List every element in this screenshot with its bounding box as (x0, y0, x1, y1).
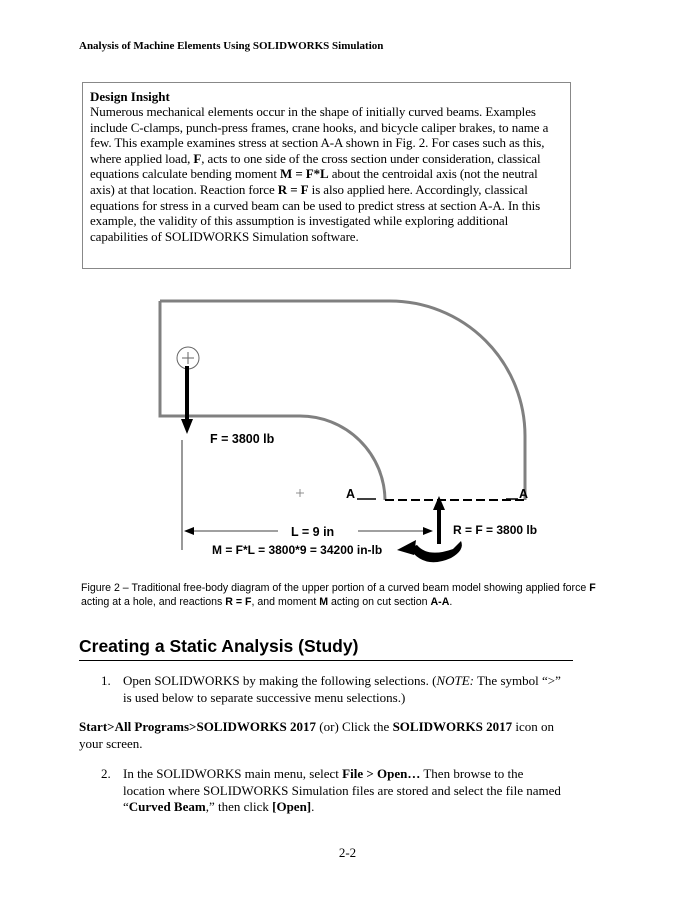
app-name: SOLIDWORKS 2017 (392, 719, 513, 734)
force-symbol: F (193, 150, 202, 166)
step-1-number: 1. (101, 673, 111, 688)
section-heading: Creating a Static Analysis (Study) (79, 636, 573, 661)
step-2-number: 2. (101, 766, 111, 781)
moment-arrow (409, 541, 462, 562)
start-instruction: Start>All Programs>SOLIDWORKS 2017 (or) Click the SOLIDWORKS 2017 icon on your screen. (79, 719, 555, 751)
step-2-text: In the SOLIDWORKS main menu, select File > Open… Then browse to the location where SOLIDWORKS Simulation files are stored and select the file named “Curved Beam,” then click [Open]. (123, 766, 561, 814)
section-a-left: A (346, 487, 356, 501)
figure-caption: Figure 2 – Traditional free-body diagram of the upper portion of a curved beam model showing applied force F acting at a hole, and reactions R = F, and moment M acting on cut section A-A. (81, 582, 596, 608)
start-menu-path: Start>All Programs>SOLIDWORKS 2017 (79, 719, 317, 734)
file-name: Curved Beam (128, 799, 206, 814)
running-header: Analysis of Machine Elements Using SOLIDWORKS Simulation (79, 40, 384, 52)
page-number: 2-2 (338, 845, 357, 860)
open-button-ref: [Open] (272, 799, 312, 814)
section-a-right: A (519, 487, 529, 501)
reaction-label: R = F = 3800 lb (453, 523, 538, 537)
length-label: L = 9 in (291, 525, 335, 539)
design-insight-box (82, 82, 571, 269)
free-body-diagram (150, 296, 570, 571)
beam-outline (160, 301, 525, 500)
note-label: NOTE: (436, 673, 474, 688)
moment-label: M = F*L = 3800*9 = 34200 in-lb (212, 543, 383, 557)
design-insight-text: Numerous mechanical elements occur in the shape of initially curved beams. Examples include C-clamps, punch-press frames, crane hooks, and bicycle caliper brakes, to name a few. This example examines stress at section A-A shown in Fig. 2. For cases such as this, where applied load, F, acts to one side of the cross section under consideration, classical equations calculate bending moment M = F*L about the centroidal axis (not the neutral axis) at that location. Reaction force R = F is also applied here. Accordingly, classical equations for stress in a curved beam can be used to predict stress at section A-A. In this example, the validity of this assumption is investigated while exploring additional capabilities of SOLIDWORKS Simulation software. (90, 104, 549, 244)
reaction-equation: R = F (277, 181, 309, 197)
file-open-path: File > Open… (342, 766, 421, 781)
force-label: F = 3800 lb (210, 432, 275, 446)
step-1-text: Open SOLIDWORKS by making the following selections. (NOTE: The symbol “>” is used below to separate successive menu selections.) (123, 673, 561, 705)
moment-equation: M = F*L (280, 166, 329, 182)
design-insight-title: Design Insight (90, 89, 170, 104)
